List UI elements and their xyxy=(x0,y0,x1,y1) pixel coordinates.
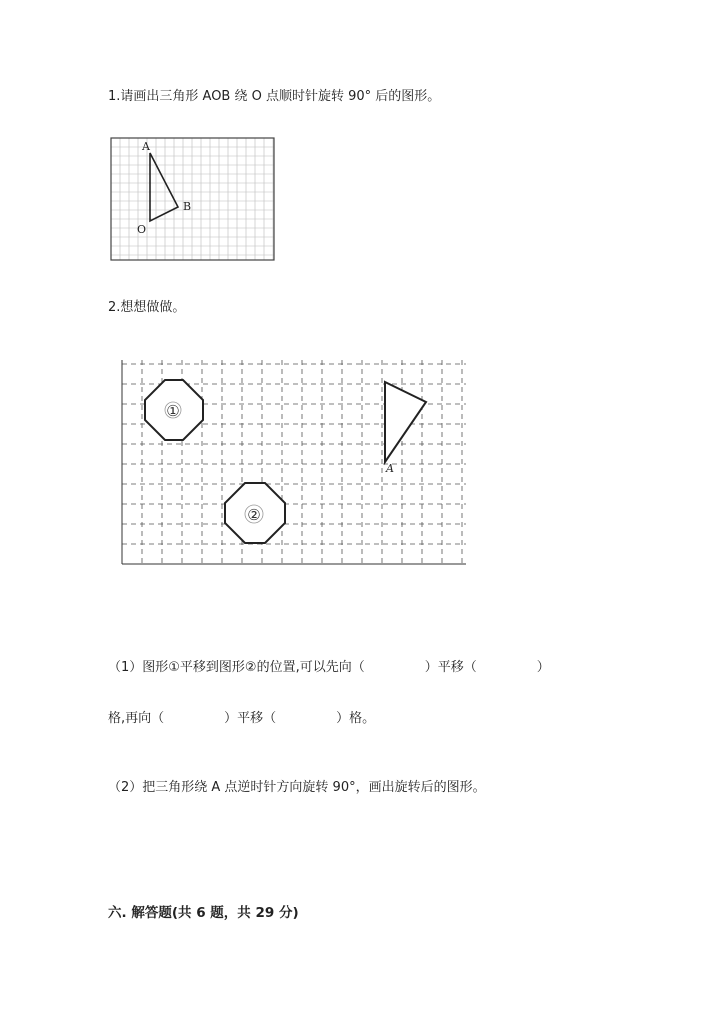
grid-figure-2 xyxy=(115,355,475,570)
sub1-text-d: 格,再向（ xyxy=(108,711,165,726)
question-1-text: 1.请画出三角形 AOB 绕 O 点顺时针旋转 90° 后的图形。 xyxy=(108,89,441,104)
grid-figure-1 xyxy=(108,135,278,265)
sub-question-2-text: （2）把三角形绕 A 点逆时针方向旋转 90°，画出旋转后的图形。 xyxy=(108,780,486,795)
label-o: O xyxy=(137,223,147,236)
section-6-title: 六. 解答题(共 6 题，共 29 分) xyxy=(108,905,299,921)
sub1-text-c: ） xyxy=(536,660,550,675)
question-2-text: 2.想想做做。 xyxy=(108,300,186,315)
sub-question-1-line-1 xyxy=(108,659,550,677)
grid-border xyxy=(111,138,274,260)
sub1-text-f: ）格。 xyxy=(336,711,376,726)
label-b: B xyxy=(183,200,192,213)
sub1-text-a: （1）图形①平移到图形②的位置,可以先向（ xyxy=(108,660,365,675)
point-a-label: A xyxy=(386,462,394,475)
sub1-text-b: ）平移（ xyxy=(424,660,477,675)
shape-label-2: ② xyxy=(247,506,261,524)
triangle-shape xyxy=(385,382,426,462)
shape-label-1: ① xyxy=(166,402,180,420)
sub1-text-e: ）平移（ xyxy=(224,711,277,726)
grid-lines xyxy=(111,138,274,260)
sub-question-1-line-2 xyxy=(108,710,375,728)
label-a: A xyxy=(142,140,150,153)
